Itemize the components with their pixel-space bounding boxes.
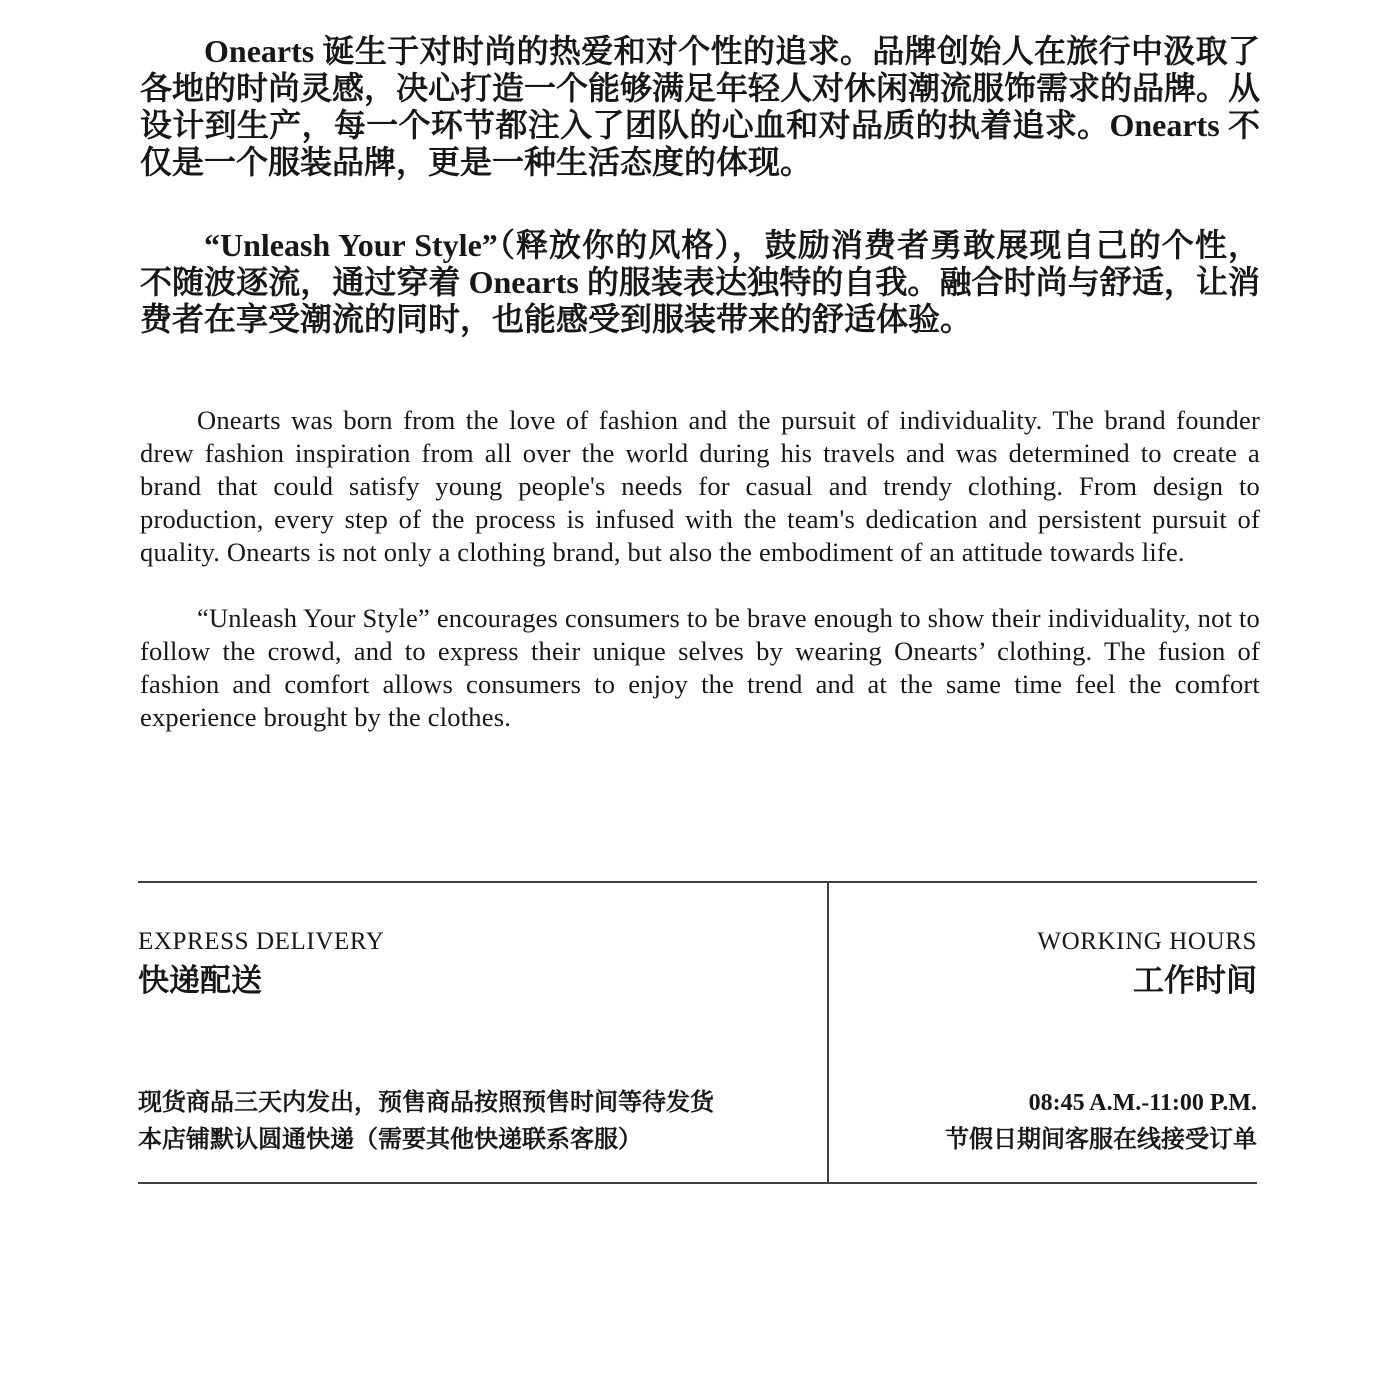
working-hours-details bbox=[829, 1085, 1257, 1159]
working-hours-title-cn: 工作时间 bbox=[1133, 963, 1257, 998]
holiday-service-line: 节假日期间客服在线接受订单 bbox=[945, 1127, 1257, 1153]
brand-slogan-paragraph-en: “Unleash Your Style” encourages consumers to be brave enough to show their individuality, not to follow the crowd, and to express their unique selves by wearing Onearts’ clothing. The fusion of fashion and comfort allows consumers to enjoy the trend and at the same time feel the comfort experience brought by the clothes. bbox=[140, 603, 1260, 732]
express-delivery-title-cn: 快递配送 bbox=[138, 963, 262, 998]
shipping-time-policy-line: 现货商品三天内发出，预售商品按照预售时间等待发货 bbox=[138, 1090, 714, 1116]
brand-intro-paragraph-en: Onearts was born from the love of fashion and the pursuit of individuality. The brand founder drew fashion inspiration from all over the world during his travels and was determined to create a brand that could satisfy young people's needs for casual and trendy clothing. From design to production, every step of the process is infused with the team's dedication and persistent pursuit of quality. Onearts is not only a clothing brand, but also the embodiment of an attitude towards life. bbox=[140, 405, 1260, 567]
brand-intro-paragraph-cn: Onearts 诞生于对时尚的热爱和对个性的追求。品牌创始人在旅行中汲取了各地的时尚灵感，决心打造一个能够满足年轻人对休闲潮流服饰需求的品牌。从设计到生产，每一个环节都注入了团队的心血和对品质的执着追求。Onearts 不仅是一个服装品牌，更是一种生活态度的体现。 bbox=[140, 33, 1261, 180]
express-delivery-details bbox=[138, 1085, 827, 1159]
store-info-table bbox=[138, 881, 1257, 1184]
brand-intro-section bbox=[140, 0, 1260, 734]
service-hours-line: 08:45 A.M.-11:00 P.M. bbox=[1028, 1090, 1257, 1116]
express-delivery-title-en: EXPRESS DELIVERY bbox=[138, 928, 385, 955]
working-hours-cell bbox=[829, 883, 1257, 1182]
brand-slogan-paragraph-cn: “Unleash Your Style”（释放你的风格），鼓励消费者勇敢展现自己的个性，不随波逐流，通过穿着 Onearts 的服装表达独特的自我。融合时尚与舒适，让消费者在享受潮流的同时，也能感受到服装带来的舒适体验。 bbox=[140, 227, 1260, 337]
default-courier-policy-line: 本店铺默认圆通快递（需要其他快递联系客服） bbox=[138, 1127, 642, 1153]
working-hours-title-en: WORKING HOURS bbox=[1037, 928, 1257, 955]
express-delivery-cell bbox=[138, 883, 829, 1182]
